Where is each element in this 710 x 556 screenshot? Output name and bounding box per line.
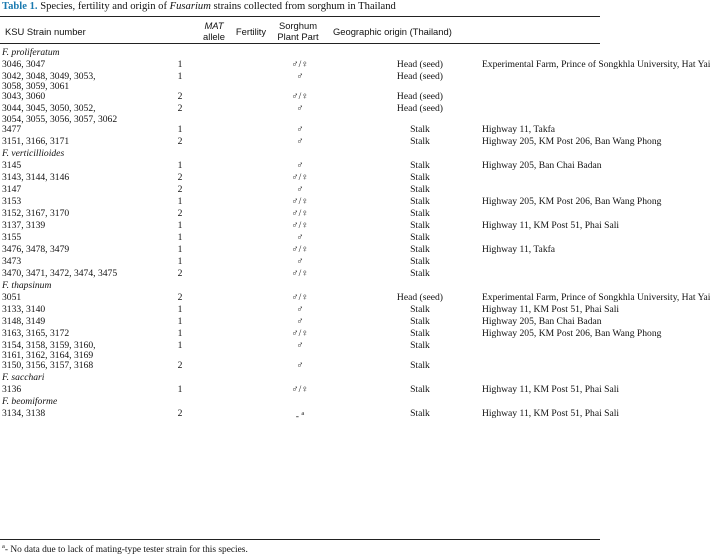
plant-part-cell	[360, 72, 480, 92]
plant-part-cell-text: Head (seed)	[396, 71, 443, 82]
origin-cell	[480, 257, 600, 269]
table-row	[0, 385, 600, 397]
plant-part-cell	[360, 409, 480, 422]
strain-number-cell	[0, 137, 120, 149]
origin-cell	[480, 245, 600, 257]
plant-part-cell-text: Stalk	[410, 243, 430, 255]
plant-part-cell	[360, 361, 480, 373]
strain-number-cell-text: 3152, 3167, 3170	[2, 207, 70, 219]
plant-part-cell-text: Stalk	[410, 183, 430, 195]
fertility-cell-text: ♂/♀	[291, 243, 309, 255]
strain-number-cell-text: 3134, 3138	[2, 408, 46, 420]
mat-allele-cell-text: 1	[177, 243, 183, 255]
plant-part-cell-text: Head (seed)	[396, 59, 443, 70]
fertility-cell-text: ♂	[296, 103, 304, 115]
strain-number-cell	[0, 341, 120, 361]
mat-allele-cell-text: 2	[177, 91, 183, 103]
origin-cell	[480, 59, 710, 72]
fertility-cell	[240, 269, 360, 281]
table-row	[0, 409, 600, 422]
caption-text-pre: Species, fertility and origin of	[40, 1, 167, 12]
origin-cell	[480, 104, 600, 124]
strain-number-cell	[0, 269, 120, 281]
fertility-cell-text: ♂	[296, 123, 304, 135]
fertility-cell-text: ♂	[296, 303, 304, 315]
fertility-cell	[240, 385, 360, 397]
mat-allele-cell-text: 1	[177, 384, 183, 396]
mat-allele-cell-text: 1	[177, 195, 183, 207]
mat-allele-cell-text: 2	[177, 267, 183, 279]
origin-cell-text: Highway 205, KM Post 206, Ban Wang Phong	[481, 135, 662, 147]
strain-number-cell-text: 3133, 3140	[2, 303, 46, 315]
mat-allele-cell-text: 2	[177, 207, 183, 219]
origin-cell	[480, 269, 600, 281]
table-row	[0, 361, 600, 373]
strain-number-cell-text: 3470, 3471, 3472, 3474, 3475	[2, 267, 118, 279]
strain-number-cell-text: 3150, 3156, 3157, 3168	[2, 360, 94, 372]
mat-allele-cell-text: 1	[177, 71, 183, 82]
mat-allele-cell-text: 2	[177, 103, 183, 115]
plant-part-cell-text: Stalk	[410, 327, 430, 339]
origin-cell-text: Highway 205, Ban Chai Badan	[481, 159, 602, 171]
plant-part-cell-text: Stalk	[410, 255, 430, 267]
fertility-cell-text: -	[295, 411, 299, 423]
origin-cell-text: Highway 11, KM Post 51, Phai Sali	[481, 303, 620, 315]
origin-cell	[480, 327, 662, 341]
strain-number-cell-text: 3148, 3149	[2, 315, 46, 327]
origin-cell-text: Highway 205, KM Post 206, Ban Wang Phong	[481, 195, 662, 207]
fertility-cell-text: ♂	[296, 231, 304, 243]
origin-cell-text: Highway 205, KM Post 206, Ban Wang Phong	[481, 327, 662, 339]
fertility-cell	[240, 361, 360, 373]
table-label: Table 1.	[2, 1, 38, 12]
plant-part-cell-text: Stalk	[410, 159, 430, 171]
header-part-line2: Plant Part	[277, 31, 319, 42]
table-row	[0, 72, 600, 92]
header-rule	[0, 43, 600, 44]
strain-number-cell	[0, 409, 120, 422]
fertility-cell-text: ♂	[296, 183, 304, 195]
fertility-cell-text: ♂/♀	[291, 91, 309, 103]
strain-number-cell-text: 3155	[2, 231, 22, 243]
plant-part-cell-text: Head (seed)	[396, 91, 443, 103]
fertility-cell	[240, 341, 360, 361]
strain-number-cell-text: 3043, 3060	[2, 91, 46, 103]
plant-part-cell-text: Stalk	[410, 123, 430, 135]
fertility-cell-text: ♂/♀	[291, 267, 309, 279]
plant-part-cell	[360, 385, 480, 397]
origin-cell	[480, 92, 600, 104]
fertility-cell-text: ♂/♀	[291, 291, 309, 303]
origin-cell	[480, 173, 600, 185]
plant-part-cell	[360, 104, 480, 124]
plant-part-cell	[360, 137, 480, 149]
plant-part-cell-text: Stalk	[410, 267, 430, 279]
mat-allele-cell-text: 1	[177, 255, 183, 267]
strain-number-cell-text: 3147	[2, 183, 22, 195]
strain-number-cell	[0, 72, 120, 92]
fertility-cell-text: ♂	[296, 339, 304, 351]
fertility-cell-text: ♂/♀	[291, 327, 309, 339]
fertility-cell	[240, 104, 360, 124]
fertility-cell-text: ♂/♀	[291, 207, 309, 219]
table-body	[0, 47, 710, 423]
table-row	[0, 104, 600, 124]
header-mat-line1: MAT	[204, 20, 224, 31]
strain-number-cell-text: 3051	[2, 291, 22, 303]
mat-allele-cell-text: 2	[177, 135, 183, 147]
mat-allele-cell	[120, 341, 240, 361]
fertility-cell	[240, 137, 360, 149]
plant-part-cell-text: Stalk	[410, 339, 430, 351]
strain-number-cell-text: 3153	[2, 195, 22, 207]
plant-part-cell-text: Stalk	[410, 315, 430, 327]
species-name: F. thapsinum	[2, 279, 52, 291]
fertility-cell-text: ♂	[296, 135, 304, 147]
fertility-cell-text: ♂/♀	[291, 171, 309, 183]
mat-allele-cell-text: 1	[177, 219, 183, 231]
plant-part-cell-text: Head (seed)	[396, 103, 443, 115]
mat-allele-cell-text: 2	[177, 408, 183, 420]
mat-allele-cell	[120, 137, 240, 149]
fertility-cell-text: ♂/♀	[291, 59, 309, 70]
origin-cell	[480, 135, 662, 149]
plant-part-cell	[360, 341, 480, 361]
mat-allele-cell-text: 2	[177, 171, 183, 183]
mat-allele-cell-text: 1	[177, 315, 183, 327]
strain-number-cell-text: 3154, 3158, 3159, 3160, 3161, 3162, 3164, 3169	[2, 339, 96, 362]
origin-cell-text: Experimental Farm, Prince of Songkhla University, Hat Yai	[481, 59, 710, 70]
table-row	[0, 269, 600, 281]
species-name: F. sacchari	[2, 372, 45, 384]
mat-allele-cell-text: 2	[177, 291, 183, 303]
plant-part-cell-text: Stalk	[410, 195, 430, 207]
strain-number-cell	[0, 104, 120, 124]
origin-cell	[480, 219, 620, 233]
plant-part-cell-text: Head (seed)	[396, 291, 443, 303]
strain-number-cell-text: 3046, 3047	[2, 59, 46, 70]
origin-cell	[480, 408, 620, 422]
mat-allele-cell-text: 1	[177, 59, 183, 70]
strain-number-cell-text: 3473	[2, 255, 22, 267]
mat-allele-cell-text: 1	[177, 327, 183, 339]
mat-allele-cell-text: 1	[177, 231, 183, 243]
strain-number-cell-text: 3145	[2, 159, 22, 171]
top-rule	[0, 16, 600, 17]
mat-allele-cell	[120, 269, 240, 281]
plant-part-cell-text: Stalk	[410, 207, 430, 219]
origin-cell	[480, 195, 662, 209]
origin-cell	[480, 72, 600, 92]
mat-allele-cell-text: 2	[177, 183, 183, 195]
fertility-cell-text: ♂	[296, 71, 304, 82]
mat-allele-cell	[120, 385, 240, 397]
caption-genus: Fusarium	[169, 1, 211, 12]
species-name: F. verticillioides	[2, 147, 65, 159]
mat-allele-cell	[120, 361, 240, 373]
strain-number-cell-text: 3042, 3048, 3049, 3053, 3058, 3059, 3061	[2, 71, 96, 93]
mat-allele-cell	[120, 104, 240, 124]
plant-part-cell-text: Stalk	[410, 384, 430, 396]
plant-part-cell-text: Stalk	[410, 408, 430, 420]
origin-cell	[480, 161, 600, 173]
strain-number-cell-text: 3143, 3144, 3146	[2, 171, 70, 183]
table-row	[0, 137, 600, 149]
header-part-line1: Sorghum	[278, 20, 318, 31]
plant-part-cell-text: Stalk	[410, 303, 430, 315]
strain-number-cell-text: 3137, 3139	[2, 219, 46, 231]
fertility-cell	[240, 409, 360, 422]
header-mat-line2: allele	[203, 31, 225, 42]
origin-cell	[480, 361, 600, 373]
species-name: F. proliferatum	[2, 47, 60, 58]
strains-table	[0, 47, 710, 423]
plant-part-cell-text: Stalk	[410, 360, 430, 372]
origin-cell-text: Highway 11, KM Post 51, Phai Sali	[481, 219, 620, 231]
strain-number-cell-text: 3477	[2, 123, 22, 135]
fertility-cell-text: ♂	[296, 159, 304, 171]
header-fertility: Fertility	[235, 26, 267, 37]
plant-part-cell-text: Stalk	[410, 171, 430, 183]
bottom-rule	[0, 539, 600, 540]
header-origin: Geographic origin (Thailand)	[333, 26, 452, 37]
fertility-cell-text: ♂	[296, 255, 304, 267]
fertility-cell-text: ♂/♀	[291, 195, 309, 207]
origin-cell-text: Highway 11, Takfa	[481, 243, 556, 255]
fertility-footnote-marker: a	[301, 410, 305, 418]
mat-allele-cell	[120, 409, 240, 422]
table-row	[0, 341, 600, 361]
strain-number-cell-text: 3151, 3166, 3171	[2, 135, 70, 147]
strain-number-cell-text: 3476, 3478, 3479	[2, 243, 70, 255]
plant-part-cell-text: Stalk	[410, 135, 430, 147]
plant-part-cell-text: Stalk	[410, 231, 430, 243]
fertility-cell-text: ♂/♀	[291, 384, 309, 396]
mat-allele-cell-text: 1	[177, 159, 183, 171]
caption-text-post: strains collected from sorghum in Thailand	[213, 1, 396, 12]
species-name: F. beomiforme	[2, 396, 58, 408]
table-footnote	[2, 543, 248, 555]
table-caption	[2, 1, 396, 12]
strain-number-cell-text: 3044, 3045, 3050, 3052, 3054, 3055, 3056, 3057, 3062	[2, 103, 118, 125]
mat-allele-cell	[120, 72, 240, 92]
origin-cell-text: Highway 11, Takfa	[481, 123, 556, 135]
fertility-cell	[240, 72, 360, 92]
header-strain: KSU Strain number	[5, 26, 86, 37]
plant-part-cell	[360, 269, 480, 281]
origin-cell-text: Highway 11, KM Post 51, Phai Sali	[481, 384, 620, 396]
mat-allele-cell-text: 2	[177, 360, 183, 372]
origin-cell-text: Highway 11, KM Post 51, Phai Sali	[481, 408, 620, 420]
fertility-cell-text: ♂	[296, 315, 304, 327]
mat-allele-cell-text: 1	[177, 339, 183, 351]
origin-cell	[480, 384, 620, 397]
footnote-text: - No data due to lack of mating-type tester strain for this species.	[4, 545, 248, 556]
strain-number-cell-text: 3136	[2, 384, 22, 396]
mat-allele-cell-text: 1	[177, 123, 183, 135]
header-plant-part	[270, 20, 326, 42]
mat-allele-cell-text: 1	[177, 303, 183, 315]
strain-number-cell-text: 3163, 3165, 3172	[2, 327, 70, 339]
footnote-marker: a	[2, 543, 5, 550]
origin-cell-text: Highway 205, Ban Chai Badan	[481, 315, 602, 327]
plant-part-cell-text: Stalk	[410, 219, 430, 231]
fertility-cell-text: ♂	[296, 360, 304, 372]
fertility-cell-text: ♂/♀	[291, 219, 309, 231]
origin-cell-text: Experimental Farm, Prince of Songkhla University, Hat Yai	[481, 291, 710, 303]
origin-cell	[480, 341, 600, 361]
